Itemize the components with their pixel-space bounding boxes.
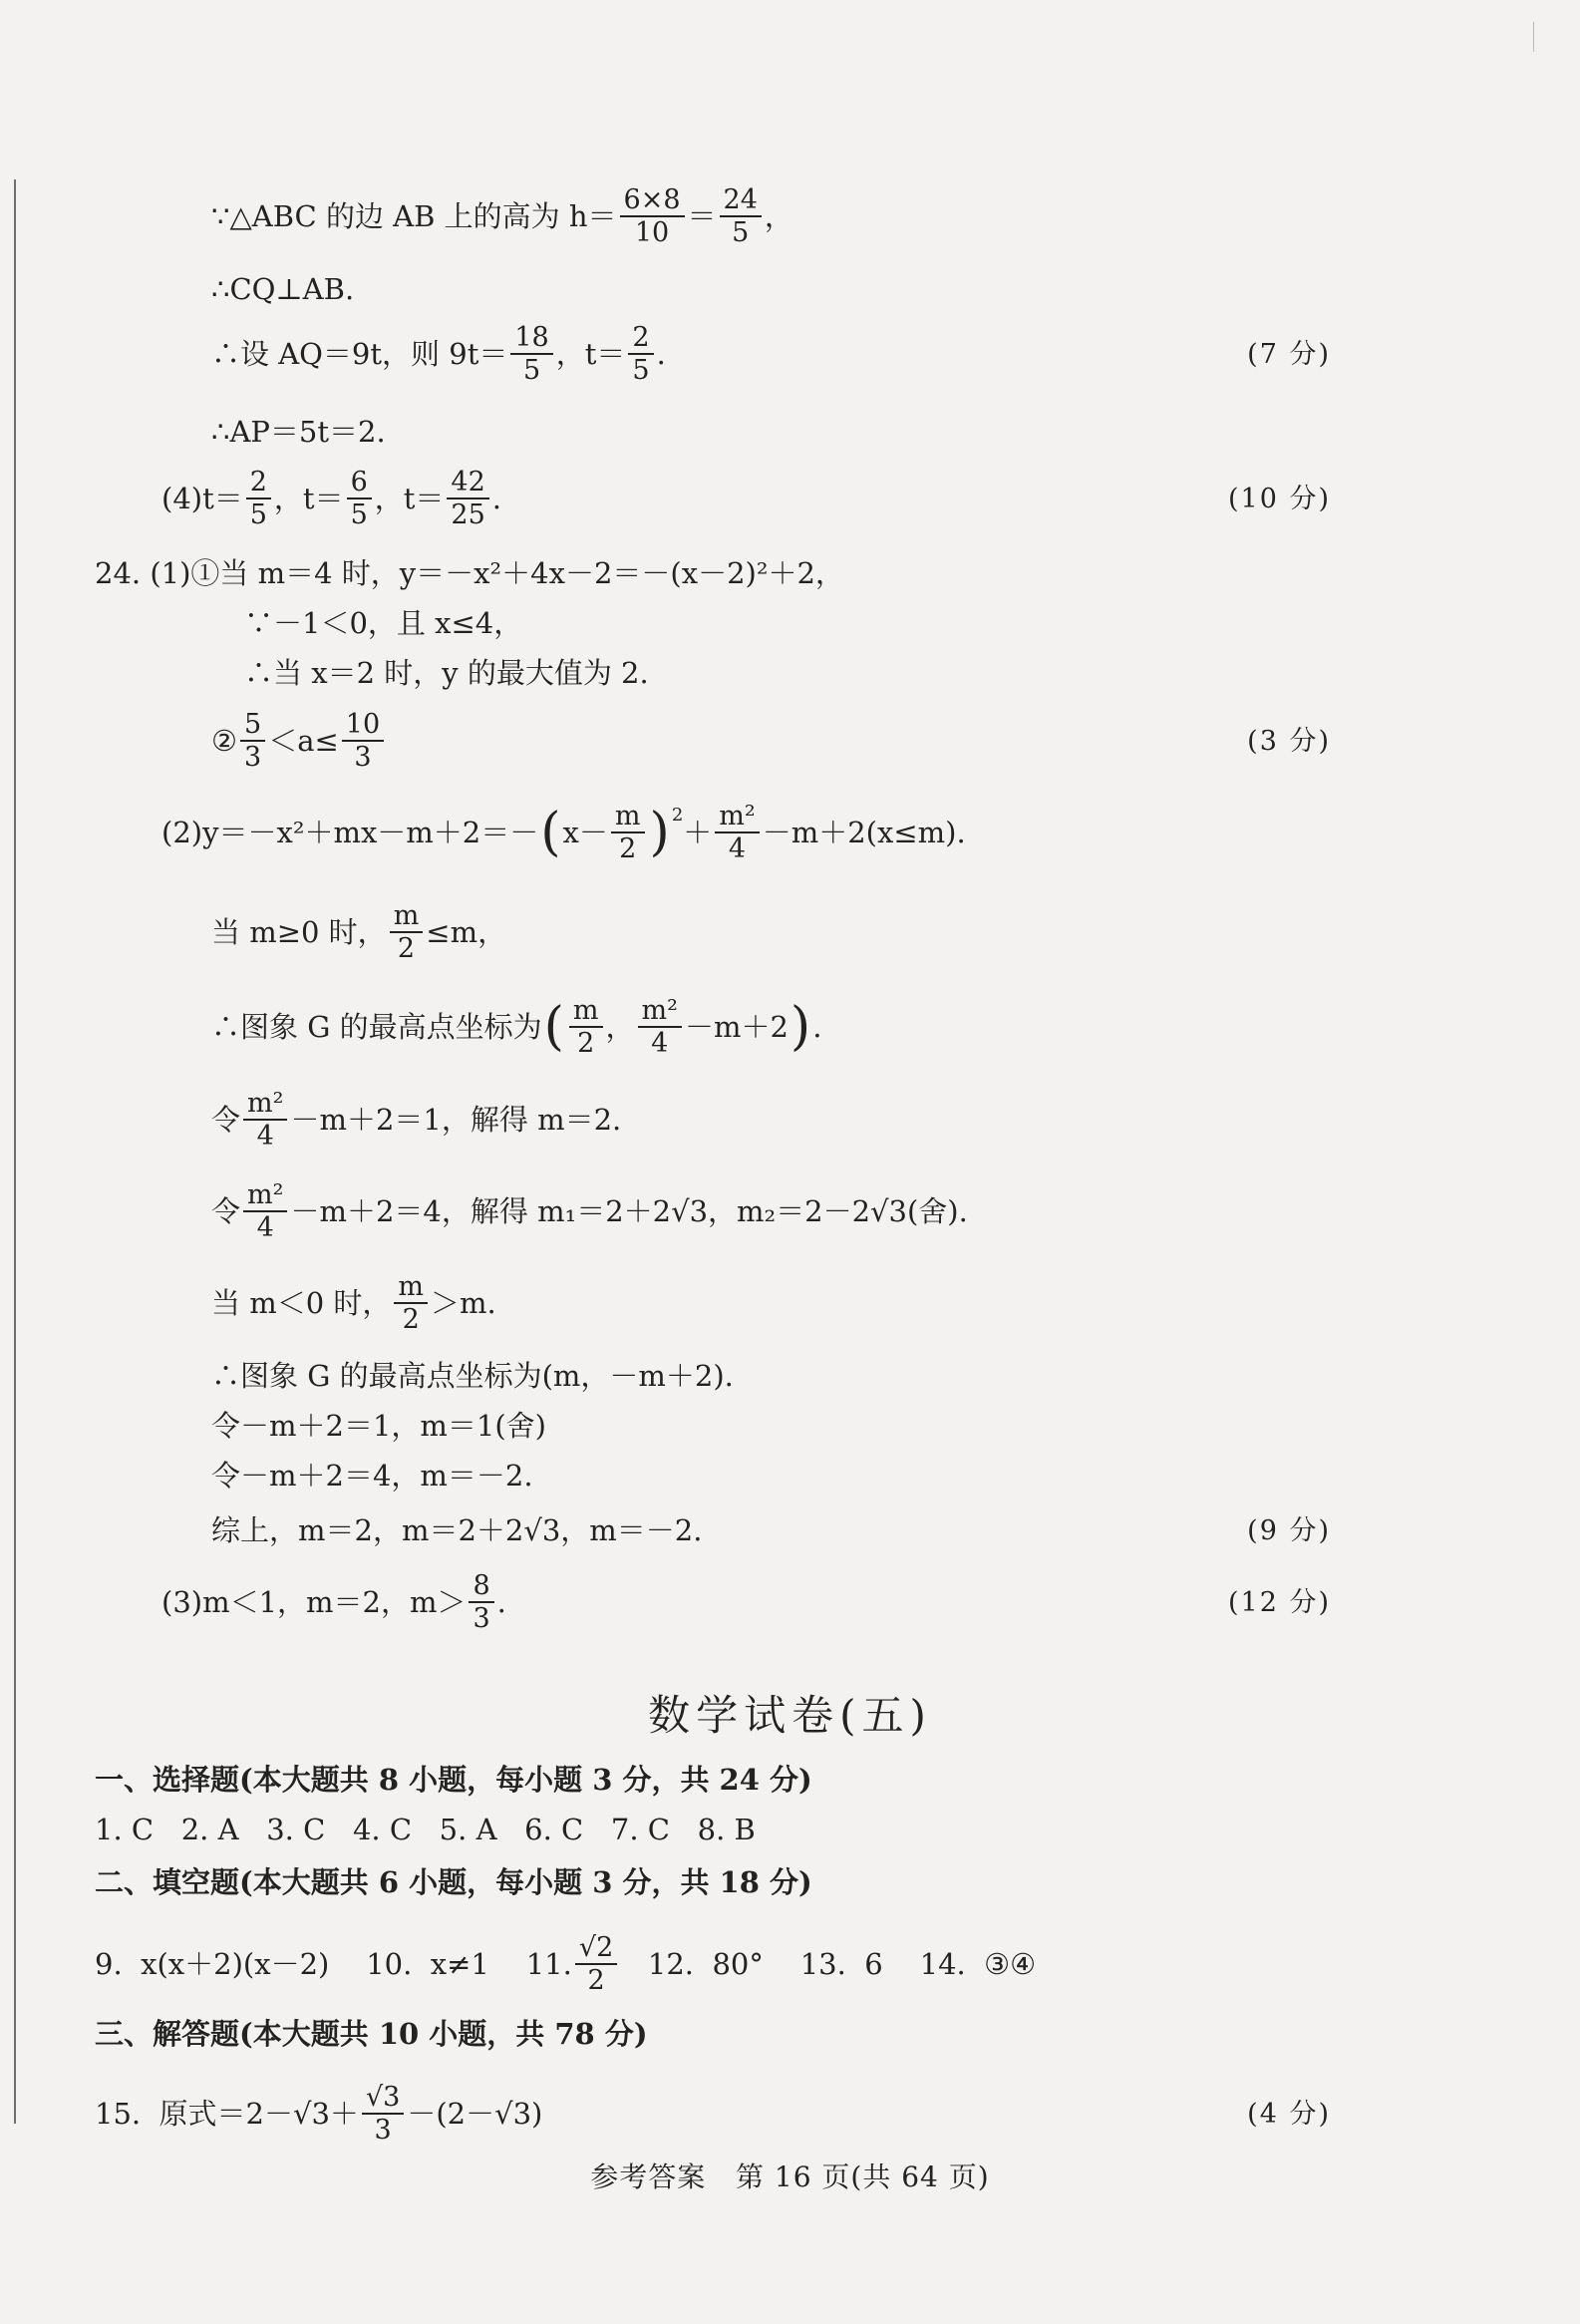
fraction [638, 995, 682, 1059]
text: －m＋2(x≤m). [762, 815, 966, 849]
fraction [720, 184, 762, 248]
text: 24. (1)①当 m＝4 时，y＝－x²＋4x－2＝－(x－2)²＋2， [95, 555, 844, 590]
page-footer: 参考答案 第 16 页(共 64 页) [590, 2160, 990, 2193]
denominator: 5 [522, 355, 541, 386]
text: 15. 原式＝2－√3＋ [95, 2096, 359, 2131]
numerator: m² [243, 1179, 287, 1212]
numerator: 5 [240, 709, 265, 742]
text: x－ [562, 815, 608, 849]
solution-line [0, 1085, 1580, 1155]
big-paren: ( [543, 997, 564, 1057]
text: ∴设 AQ＝9t，则 9t＝ [211, 336, 508, 371]
text: 1. C 2. A 3. C 4. C 5. A 6. C 7. C 8. B [95, 1812, 756, 1846]
numerator: 6×8 [620, 184, 685, 217]
text: ，t＝ [374, 481, 445, 515]
text: ， [605, 1009, 635, 1044]
solution-line [0, 181, 1580, 251]
numerator: 24 [720, 184, 762, 217]
solution-line [0, 798, 1580, 867]
text: ∵△ABC 的边 AB 上的高为 h＝ [211, 198, 617, 233]
fraction [569, 995, 603, 1059]
text: . [656, 336, 666, 371]
denominator: 2 [402, 1304, 420, 1335]
denominator: 10 [634, 217, 670, 248]
solution-line [0, 254, 1580, 324]
fraction [620, 184, 685, 248]
denominator: 5 [350, 499, 368, 530]
answer-line [0, 2079, 1580, 2149]
numerator: m² [243, 1088, 287, 1121]
text: ＋ [683, 815, 713, 849]
denominator: 5 [249, 499, 267, 530]
fraction [243, 1088, 287, 1152]
text: 令－m＋2＝1，m＝1(舍) [211, 1408, 546, 1443]
denominator: 4 [256, 1121, 274, 1152]
solution-line [0, 706, 1580, 776]
text: ，t＝ [273, 481, 344, 515]
text: ∴CQ⊥AB. [211, 271, 355, 306]
numerator: 18 [510, 322, 552, 355]
fraction [362, 2082, 404, 2146]
text: 令－m＋2＝4，m＝－2. [211, 1458, 533, 1493]
denominator: 25 [451, 499, 485, 530]
solution-line [0, 897, 1580, 967]
denominator: 5 [632, 355, 650, 386]
denominator: 4 [651, 1028, 669, 1059]
text: 令 [211, 1193, 241, 1228]
solution-line [0, 1567, 1580, 1637]
solution-line [0, 1268, 1580, 1338]
text: . [812, 1009, 822, 1044]
score-label: (7 分) [1247, 338, 1331, 370]
fraction [246, 467, 271, 530]
text: ∴AP＝5t＝2. [211, 414, 386, 449]
exponent: 2 [671, 804, 684, 826]
fraction [342, 709, 384, 773]
numerator: 10 [342, 709, 384, 742]
text: ② [211, 723, 237, 758]
text: 二、填空题(本大题共 6 小题，每小题 3 分，共 18 分) [95, 1864, 812, 1899]
denominator: 4 [728, 833, 747, 864]
denominator: 2 [619, 833, 637, 864]
text: ∴图象 G 的最高点坐标为(m，－m＋2). [211, 1358, 734, 1393]
numerator: m [390, 900, 424, 933]
fraction [347, 467, 372, 530]
numerator: m [394, 1271, 428, 1304]
denominator: 4 [256, 1212, 274, 1243]
text: ∴当 x＝2 时，y 的最大值为 2. [244, 655, 649, 690]
numerator: 2 [628, 322, 653, 355]
solution-line [0, 638, 1580, 708]
denominator: 2 [577, 1028, 595, 1059]
text: ≤m， [426, 914, 507, 949]
numerator: m² [715, 801, 759, 833]
solution-line [0, 397, 1580, 467]
solution-line [0, 992, 1580, 1062]
text: (2)y＝－x²＋mx－m＋2＝－ [161, 815, 539, 849]
numerator: √3 [362, 2082, 404, 2115]
denominator: 3 [354, 742, 372, 773]
denominator: 5 [732, 217, 750, 248]
fraction [611, 801, 645, 864]
text: ∴图象 G 的最高点坐标为 [211, 1009, 542, 1044]
text: 9. x(x＋2)(x－2) 10. x≠1 11. [95, 1946, 572, 1981]
part-heading [0, 1999, 1580, 2069]
fraction [628, 322, 653, 386]
numerator: m [569, 995, 603, 1028]
solution-line [0, 1176, 1580, 1246]
numerator: √2 [575, 1932, 617, 1965]
part-heading [0, 1847, 1580, 1917]
text: . [496, 1584, 506, 1619]
solution-line [0, 464, 1580, 533]
numerator: m² [638, 995, 682, 1028]
text: 当 m＜0 时， [211, 1285, 392, 1320]
section-title: 数学试卷(五) [648, 1691, 932, 1740]
score-label: (12 分) [1227, 1586, 1331, 1618]
score-label: (3 分) [1247, 725, 1331, 757]
text: ，t＝ [555, 336, 626, 371]
score-label: (4 分) [1247, 2098, 1331, 2130]
text: ＜a≤ [268, 723, 339, 758]
fraction [394, 1271, 428, 1335]
denominator: 3 [473, 1603, 490, 1634]
fraction [715, 801, 759, 864]
text: (3)m＜1，m＝2，m＞ [161, 1584, 467, 1619]
numerator: 8 [469, 1570, 493, 1603]
fraction [575, 1932, 617, 1996]
text: ＝ [687, 198, 717, 233]
fraction [240, 709, 265, 773]
score-label: (9 分) [1247, 1514, 1331, 1546]
fraction [390, 900, 424, 964]
score-label: (10 分) [1227, 483, 1331, 514]
fraction [510, 322, 552, 386]
scan-mark [1533, 22, 1534, 52]
text: 三、解答题(本大题共 10 小题，共 78 分) [95, 2016, 648, 2051]
text: 令 [211, 1102, 241, 1137]
text: 一、选择题(本大题共 8 小题，每小题 3 分，共 24 分) [95, 1762, 812, 1797]
text: (4)t＝ [161, 481, 243, 515]
denominator: 3 [374, 2115, 392, 2146]
text: 当 m≥0 时， [211, 914, 387, 949]
text: 12. 80° 13. 6 14. ③④ [620, 1946, 1037, 1981]
numerator: 2 [246, 467, 271, 499]
fraction [447, 467, 488, 530]
numerator: 42 [447, 467, 488, 499]
text: ， [764, 198, 793, 233]
text: . [491, 481, 501, 515]
denominator: 3 [244, 742, 262, 773]
text: －m＋2＝4，解得 m₁＝2＋2√3，m₂＝2－2√3(舍). [290, 1193, 968, 1228]
numerator: m [611, 801, 645, 833]
text: －m＋2＝1，解得 m＝2. [290, 1102, 622, 1137]
text: ∵－1＜0，且 x≤4， [244, 605, 523, 640]
text: －m＋2 [684, 1009, 789, 1044]
text: ＞m. [431, 1285, 496, 1320]
numerator: 6 [347, 467, 372, 499]
fraction [469, 1570, 493, 1634]
denominator: 2 [397, 933, 416, 964]
answer-line [0, 1929, 1580, 1999]
fraction [243, 1179, 287, 1243]
denominator: 2 [587, 1965, 605, 1996]
text: 综上，m＝2，m＝2＋2√3，m＝－2. [211, 1512, 703, 1547]
text: －(2－√3) [407, 2096, 543, 2131]
big-paren: ( [540, 803, 561, 862]
big-paren: ) [649, 803, 670, 862]
solution-line [0, 319, 1580, 389]
big-paren: ) [790, 997, 811, 1057]
solution-line [0, 1495, 1580, 1565]
